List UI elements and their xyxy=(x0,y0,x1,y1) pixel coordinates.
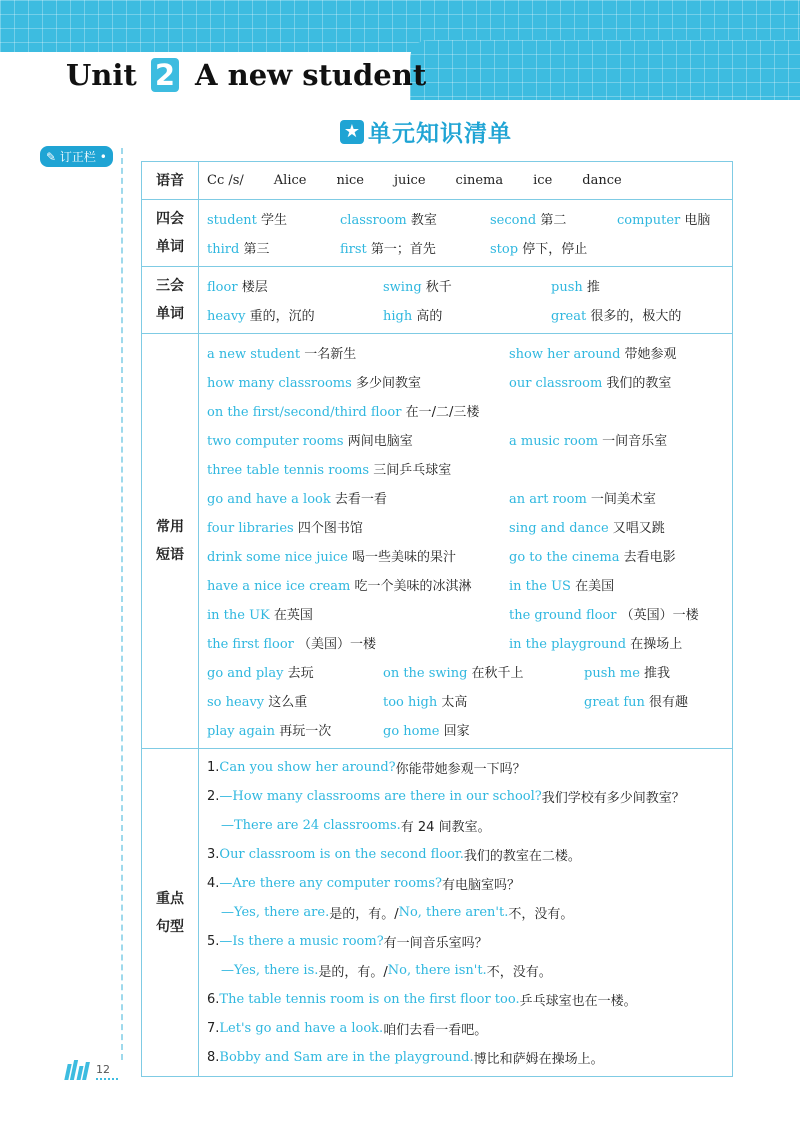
word-chinese: 重的，沉的 xyxy=(249,309,315,324)
phrase-english: in the US xyxy=(509,579,571,594)
phrase-row xyxy=(207,715,732,744)
phrase-english: on the first/second/third floor xyxy=(207,405,402,420)
sentence-english: The table tennis room is on the first floor too. xyxy=(219,992,520,1007)
phrases-content xyxy=(199,334,733,749)
phonics-word: nice xyxy=(336,173,364,188)
word-chinese: 秋千 xyxy=(425,280,452,295)
phrase-chinese: 很有趣 xyxy=(649,695,689,710)
book-bars-icon xyxy=(66,1060,90,1080)
sentence-number: 6. xyxy=(207,992,220,1007)
section-heading xyxy=(340,115,512,148)
phrase-english: show her around xyxy=(509,347,621,362)
phrase-row xyxy=(207,367,732,396)
top-banner xyxy=(0,0,800,100)
phrase-entry xyxy=(383,662,584,681)
phrase-english: how many classrooms xyxy=(207,376,352,391)
word-entry xyxy=(383,276,551,295)
word-row xyxy=(207,271,732,300)
phrase-english: a music room xyxy=(509,434,599,449)
phrase-entry xyxy=(509,517,665,536)
word-entry xyxy=(207,276,383,295)
phrase-chinese: 带她参观 xyxy=(624,347,677,362)
key-sentences-content xyxy=(199,749,733,1077)
phrase-english: play again xyxy=(207,724,276,739)
sentence-english: Let's go and have a look. xyxy=(219,1021,384,1036)
four-skill-words-row xyxy=(142,200,733,267)
word-chinese: 高的 xyxy=(416,309,443,324)
word-english: heavy xyxy=(207,309,246,324)
word-chinese: 很多的，极大的 xyxy=(590,309,682,324)
sentence-number: 7. xyxy=(207,1021,220,1036)
phrase-english: go to the cinema xyxy=(509,550,620,565)
sentence-chinese: 不，没有。 xyxy=(486,965,552,980)
phrase-entry xyxy=(509,430,667,449)
sentence-chinese: 咱们去看一看吧。 xyxy=(383,1023,488,1038)
phrase-row xyxy=(207,338,732,367)
word-english: first xyxy=(340,242,367,257)
phonics-word: cinema xyxy=(455,173,504,188)
phrase-english: go and play xyxy=(207,666,284,681)
phrase-chinese: 推我 xyxy=(644,666,671,681)
label-line: 句型 xyxy=(156,918,184,935)
word-entry xyxy=(383,305,551,324)
phrase-english: in the playground xyxy=(509,637,627,652)
knowledge-table xyxy=(141,161,733,1077)
sentence-line xyxy=(207,1043,732,1072)
sentence-number: 1. xyxy=(207,760,220,775)
phrase-entry xyxy=(207,488,509,507)
sentence-english: —How many classrooms are there in our school? xyxy=(219,789,542,804)
phrase-chinese: 去看电影 xyxy=(623,550,676,565)
sentence-number: 4. xyxy=(207,876,220,891)
word-english: student xyxy=(207,213,257,228)
phrase-entry xyxy=(207,691,383,710)
phrase-chinese: 回家 xyxy=(443,724,470,739)
phrase-chinese: 一名新生 xyxy=(304,347,357,362)
phrase-row xyxy=(207,454,732,483)
sentence-english: No, there aren't. xyxy=(398,905,509,920)
word-entry xyxy=(340,238,490,257)
phrase-entry xyxy=(584,691,688,710)
word-english: swing xyxy=(383,280,422,295)
phrase-chinese: 四个图书馆 xyxy=(297,521,363,536)
sentence-english: No, there isn't. xyxy=(387,963,487,978)
sentence-number: 5. xyxy=(207,934,220,949)
word-entry xyxy=(207,209,340,228)
phrase-entry xyxy=(584,662,670,681)
phrase-entry xyxy=(509,488,656,507)
phrase-entry xyxy=(509,546,676,565)
word-chinese: 停下，停止 xyxy=(522,242,588,257)
phrase-chinese: 太高 xyxy=(441,695,468,710)
word-english: third xyxy=(207,242,240,257)
sentence-line xyxy=(207,840,732,869)
word-english: push xyxy=(551,280,583,295)
word-chinese: 第二 xyxy=(540,213,567,228)
word-chinese: 楼层 xyxy=(241,280,268,295)
phrase-row xyxy=(207,686,732,715)
phrase-row xyxy=(207,396,732,425)
phrase-chinese: 这么重 xyxy=(268,695,308,710)
banner-tab xyxy=(410,40,800,100)
sentence-english: —Yes, there is. xyxy=(221,963,319,978)
word-english: second xyxy=(490,213,537,228)
phrase-chinese: 两间电脑室 xyxy=(347,434,413,449)
sentence-chinese: 有电脑室吗？ xyxy=(442,878,521,893)
phrase-english: in the UK xyxy=(207,608,270,623)
word-entry xyxy=(340,209,490,228)
word-entry xyxy=(207,238,340,257)
phrase-english: sing and dance xyxy=(509,521,609,536)
phrase-english: go and have a look xyxy=(207,492,331,507)
sentence-line xyxy=(207,782,732,811)
sentence-line xyxy=(207,927,732,956)
label-line: 单词 xyxy=(156,306,184,322)
three-skill-words-content xyxy=(199,267,733,334)
word-english: floor xyxy=(207,280,238,295)
phrase-entry xyxy=(207,401,509,420)
phrase-english: push me xyxy=(584,666,640,681)
pronunciation-label: 语音 xyxy=(142,162,199,200)
sentence-line xyxy=(207,753,732,782)
pronunciation-line xyxy=(207,166,732,195)
word-chinese: 电脑 xyxy=(684,213,711,228)
star-icon: ★ xyxy=(340,120,364,144)
sentence-english: Our classroom is on the second floor. xyxy=(219,847,464,862)
sentence-chinese: 是的，有。/ xyxy=(329,907,399,922)
sentence-chinese: 是的，有。/ xyxy=(318,965,388,980)
phrase-english: an art room xyxy=(509,492,587,507)
phrase-english: so heavy xyxy=(207,695,265,710)
phrase-entry xyxy=(207,459,509,478)
correction-column-label: ✎ 订正栏 • xyxy=(40,146,113,167)
three-skill-words-row xyxy=(142,267,733,334)
phrase-chinese: 又唱又跳 xyxy=(612,521,665,536)
phrases-label xyxy=(142,334,199,749)
phrase-english: go home xyxy=(383,724,440,739)
word-entry xyxy=(551,276,600,295)
four-skill-words-content xyxy=(199,200,733,267)
phrase-english: great fun xyxy=(584,695,645,710)
sentence-number: 8. xyxy=(207,1050,220,1065)
label-line: 四会 xyxy=(156,211,184,227)
sentence-chinese: 你能带她参观一下吗？ xyxy=(395,762,526,777)
phrase-entry xyxy=(207,662,383,681)
phrase-entry xyxy=(509,372,671,391)
unit-word: Unit xyxy=(66,58,137,92)
phrase-english: four libraries xyxy=(207,521,294,536)
phrase-entry xyxy=(207,430,509,449)
phrase-chinese: 在一/二/三楼 xyxy=(405,405,480,420)
sentence-number: 2. xyxy=(207,789,220,804)
pronunciation-row xyxy=(142,162,733,200)
phrase-english: two computer rooms xyxy=(207,434,344,449)
word-english: classroom xyxy=(340,213,407,228)
word-row xyxy=(207,300,732,329)
four-skill-words-label xyxy=(142,200,199,267)
phrase-english: our classroom xyxy=(509,376,603,391)
word-entry xyxy=(490,238,617,257)
phrase-chinese: 在操场上 xyxy=(630,637,683,652)
phrase-chinese: 去看一看 xyxy=(334,492,387,507)
phrases-row xyxy=(142,334,733,749)
phrase-entry xyxy=(509,633,682,652)
sentence-chinese: 博比和萨姆在操场上。 xyxy=(473,1052,604,1067)
sentence-chinese: 不，没有。 xyxy=(508,907,574,922)
sentence-english: —Yes, there are. xyxy=(221,905,330,920)
phrase-chinese: 在英国 xyxy=(273,608,313,623)
sentence-line xyxy=(207,956,732,985)
phrase-chinese: （美国）一楼 xyxy=(298,637,377,652)
phrase-entry xyxy=(207,575,509,594)
sentence-english: Bobby and Sam are in the playground. xyxy=(219,1050,474,1065)
label-line: 单词 xyxy=(156,239,184,255)
phrase-english: have a nice ice cream xyxy=(207,579,351,594)
phrase-chinese: 去玩 xyxy=(287,666,314,681)
phrase-chinese: 多少间教室 xyxy=(355,376,421,391)
phrase-entry xyxy=(207,546,509,565)
label-line: 常用 xyxy=(156,519,184,535)
sentence-line xyxy=(207,811,732,840)
word-entry xyxy=(617,209,710,228)
phrase-chinese: （英国）一楼 xyxy=(620,608,699,623)
word-english: high xyxy=(383,309,413,324)
page-footer xyxy=(66,1060,118,1080)
phrase-row xyxy=(207,483,732,512)
word-english: stop xyxy=(490,242,519,257)
phonics-rule: Cc /s/ xyxy=(207,173,244,188)
word-chinese: 学生 xyxy=(261,213,288,228)
key-sentences-label xyxy=(142,749,199,1077)
phrase-chinese: 我们的教室 xyxy=(606,376,672,391)
sentence-line xyxy=(207,869,732,898)
phrase-entry xyxy=(207,633,509,652)
phrase-entry xyxy=(207,343,509,362)
phrase-entry xyxy=(509,604,699,623)
sentence-chinese: 有 24 间教室。 xyxy=(400,820,491,835)
correction-dashed-line xyxy=(121,148,123,1060)
phrase-english: the ground floor xyxy=(509,608,617,623)
sentence-chinese: 我们的教室在二楼。 xyxy=(463,849,581,864)
phrase-english: on the swing xyxy=(383,666,468,681)
sentence-line xyxy=(207,985,732,1014)
phrase-english: the first floor xyxy=(207,637,294,652)
sentence-chinese: 我们学校有多少间教室？ xyxy=(541,791,685,806)
phrase-entry xyxy=(207,372,509,391)
sentence-line xyxy=(207,898,732,927)
phrase-english: a new student xyxy=(207,347,301,362)
phrase-chinese: 吃一个美味的冰淇淋 xyxy=(354,579,472,594)
phrase-chinese: 喝一些美味的果汁 xyxy=(352,550,457,565)
sentence-english: —Are there any computer rooms? xyxy=(219,876,442,891)
key-sentences-row xyxy=(142,749,733,1077)
phrase-english: drink some nice juice xyxy=(207,550,348,565)
word-entry xyxy=(207,305,383,324)
label-line: 三会 xyxy=(156,278,184,294)
phrase-english: three table tennis rooms xyxy=(207,463,370,478)
phrase-chinese: 在美国 xyxy=(575,579,615,594)
word-english: great xyxy=(551,309,587,324)
phrase-row xyxy=(207,657,732,686)
word-row xyxy=(207,204,732,233)
word-english: computer xyxy=(617,213,681,228)
phrase-entry xyxy=(383,691,584,710)
page-number: 12 xyxy=(96,1063,118,1080)
word-entry xyxy=(490,209,617,228)
phrase-entry xyxy=(207,517,509,536)
phrase-row xyxy=(207,541,732,570)
phrase-entry xyxy=(383,720,584,739)
phrase-chinese: 一间美术室 xyxy=(590,492,656,507)
phrase-entry xyxy=(509,575,614,594)
section-title: 单元知识清单 xyxy=(368,121,512,147)
phrase-chinese: 一间音乐室 xyxy=(602,434,668,449)
word-chinese: 第一；首先 xyxy=(370,242,436,257)
sentence-english: Can you show her around? xyxy=(219,760,396,775)
word-row xyxy=(207,233,732,262)
sentence-english: —Is there a music room? xyxy=(219,934,384,949)
phonics-word: Alice xyxy=(273,173,307,188)
phrase-chinese: 再玩一次 xyxy=(279,724,332,739)
phonics-word: dance xyxy=(582,173,622,188)
phrase-entry xyxy=(509,343,677,362)
word-entry xyxy=(551,305,681,324)
phrase-chinese: 三间乒乓球室 xyxy=(373,463,452,478)
word-chinese: 第三 xyxy=(243,242,270,257)
correction-label-text: 订正栏 xyxy=(59,150,96,164)
phrase-entry xyxy=(207,604,509,623)
phrase-chinese: 在秋千上 xyxy=(471,666,524,681)
sentence-chinese: 有一间音乐室吗？ xyxy=(383,936,488,951)
phrase-row xyxy=(207,425,732,454)
label-line: 重点 xyxy=(156,890,184,907)
sentence-chinese: 乒乓球室也在一楼。 xyxy=(519,994,637,1009)
label-line: 短语 xyxy=(156,547,184,563)
unit-title xyxy=(66,58,426,92)
phrase-entry xyxy=(207,720,383,739)
phrase-row xyxy=(207,599,732,628)
phrase-english: too high xyxy=(383,695,438,710)
word-chinese: 推 xyxy=(586,280,600,295)
unit-name: A new student xyxy=(195,58,427,92)
phrase-row xyxy=(207,628,732,657)
sentence-english: —There are 24 classrooms. xyxy=(221,818,401,833)
three-skill-words-label xyxy=(142,267,199,334)
phonics-word: juice xyxy=(394,173,426,188)
phrase-row xyxy=(207,570,732,599)
sentence-line xyxy=(207,1014,732,1043)
unit-number-badge: 2 xyxy=(151,58,179,92)
sentence-number: 3. xyxy=(207,847,220,862)
phrase-row xyxy=(207,512,732,541)
word-chinese: 教室 xyxy=(410,213,437,228)
pronunciation-content xyxy=(199,162,733,200)
phonics-word: ice xyxy=(533,173,553,188)
